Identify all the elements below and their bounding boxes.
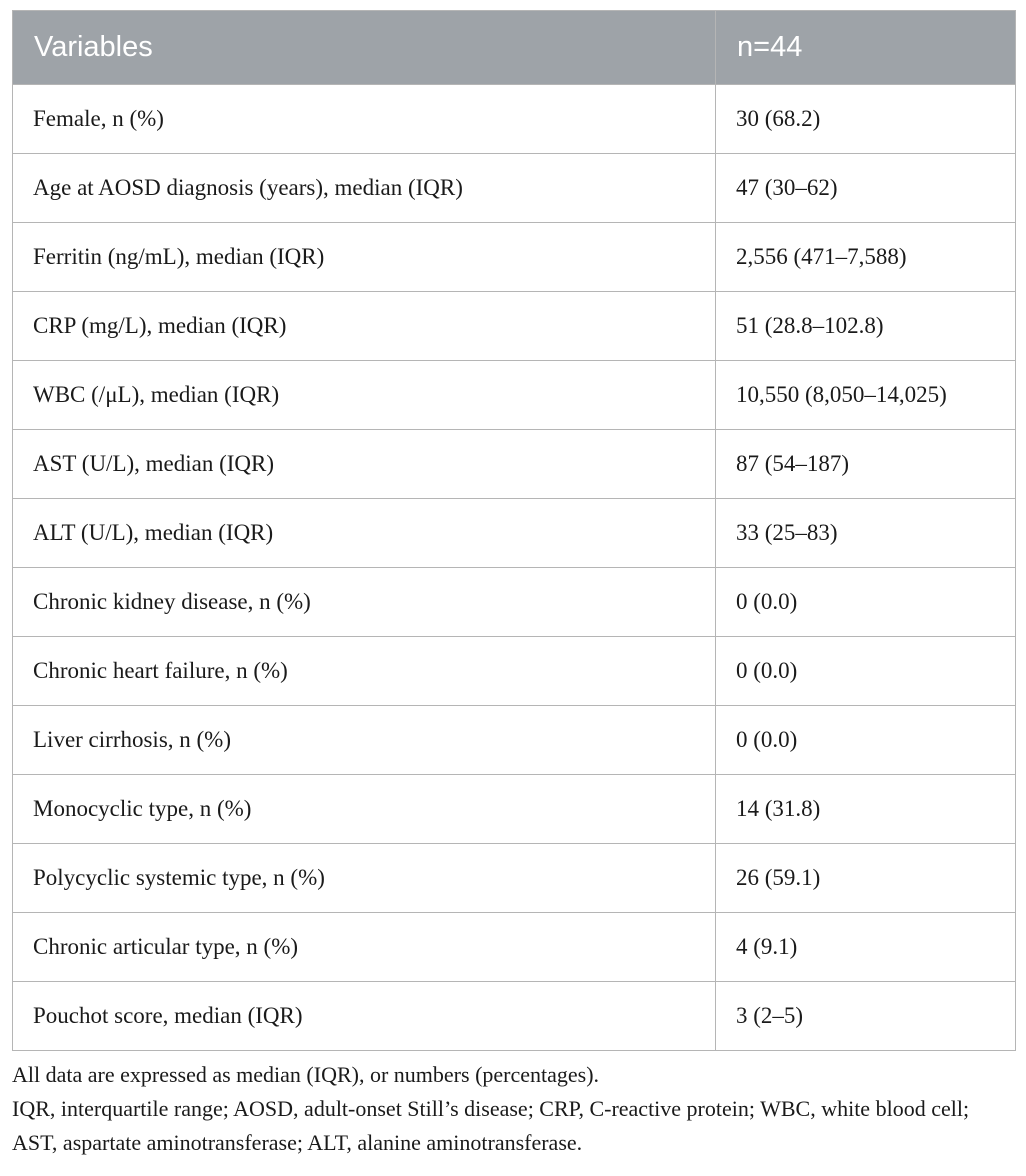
variable-cell: Pouchot score, median (IQR) <box>13 982 716 1051</box>
characteristics-table <box>12 10 1016 1051</box>
table-row <box>13 499 1016 568</box>
table-row <box>13 844 1016 913</box>
variable-cell: Polycyclic systemic type, n (%) <box>13 844 716 913</box>
table-header <box>13 11 1016 85</box>
table-row <box>13 154 1016 223</box>
variable-cell: Age at AOSD diagnosis (years), median (IQR) <box>13 154 716 223</box>
value-cell: 0 (0.0) <box>716 637 1016 706</box>
table-row <box>13 430 1016 499</box>
footnote-line-2: IQR, interquartile range; AOSD, adult-onset Still’s disease; CRP, C-reactive protein; WBC, white blood cell; AST, aspartate aminotransferase; ALT, alanine aminotransferase. <box>12 1096 970 1155</box>
value-cell: 14 (31.8) <box>716 775 1016 844</box>
variable-cell: AST (U/L), median (IQR) <box>13 430 716 499</box>
variable-cell: ALT (U/L), median (IQR) <box>13 499 716 568</box>
variable-cell: Chronic kidney disease, n (%) <box>13 568 716 637</box>
table-row <box>13 637 1016 706</box>
value-cell: 26 (59.1) <box>716 844 1016 913</box>
table-row <box>13 775 1016 844</box>
variable-cell: Female, n (%) <box>13 85 716 154</box>
header-variables: Variables <box>13 11 716 85</box>
value-cell: 0 (0.0) <box>716 706 1016 775</box>
variable-cell: CRP (mg/L), median (IQR) <box>13 292 716 361</box>
table-footnote <box>12 1058 1015 1160</box>
value-cell: 47 (30–62) <box>716 154 1016 223</box>
value-cell: 51 (28.8–102.8) <box>716 292 1016 361</box>
table-row <box>13 982 1016 1051</box>
table-body <box>13 85 1016 1051</box>
table-row <box>13 568 1016 637</box>
table-row <box>13 361 1016 430</box>
header-n: n=44 <box>716 11 1016 85</box>
variable-cell: Ferritin (ng/mL), median (IQR) <box>13 223 716 292</box>
value-cell: 87 (54–187) <box>716 430 1016 499</box>
variable-cell: Chronic heart failure, n (%) <box>13 637 716 706</box>
value-cell: 33 (25–83) <box>716 499 1016 568</box>
table-row <box>13 706 1016 775</box>
header-row <box>13 11 1016 85</box>
data-table-container <box>12 10 1015 1051</box>
variable-cell: WBC (/μL), median (IQR) <box>13 361 716 430</box>
value-cell: 3 (2–5) <box>716 982 1016 1051</box>
value-cell: 2,556 (471–7,588) <box>716 223 1016 292</box>
variable-cell: Liver cirrhosis, n (%) <box>13 706 716 775</box>
value-cell: 4 (9.1) <box>716 913 1016 982</box>
variable-cell: Monocyclic type, n (%) <box>13 775 716 844</box>
table-row <box>13 913 1016 982</box>
value-cell: 10,550 (8,050–14,025) <box>716 361 1016 430</box>
value-cell: 30 (68.2) <box>716 85 1016 154</box>
variable-cell: Chronic articular type, n (%) <box>13 913 716 982</box>
table-row <box>13 292 1016 361</box>
table-row <box>13 85 1016 154</box>
table-row <box>13 223 1016 292</box>
footnote-line-1: All data are expressed as median (IQR), or numbers (percentages). <box>12 1062 600 1087</box>
value-cell: 0 (0.0) <box>716 568 1016 637</box>
